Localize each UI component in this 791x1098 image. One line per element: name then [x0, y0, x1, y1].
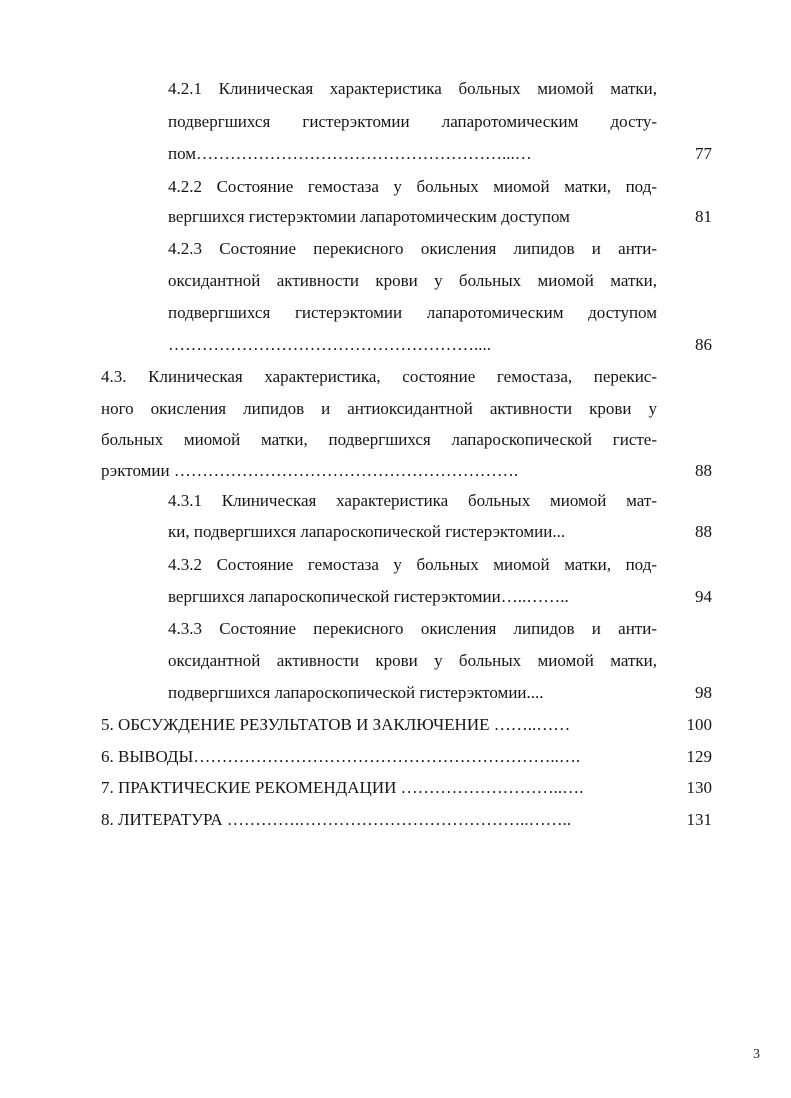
toc-page-number: 98 — [695, 683, 712, 702]
toc-page-number: 88 — [695, 461, 712, 480]
toc-entry-4-3-1-line-1: 4.3.1 Клиническая характеристика больных миомой мат- — [168, 491, 657, 510]
toc-entry-4-3-2-line-1: 4.3.2 Состояние гемостаза у больных миомой матки, под- — [168, 555, 657, 574]
toc-entry-4-3-line-1: 4.3. Клиническая характеристика, состояние гемостаза, перекис- — [101, 367, 657, 386]
toc-page-number: 129 — [686, 747, 712, 766]
toc-page-number: 130 — [686, 778, 712, 797]
toc-page-number: 81 — [695, 207, 712, 226]
toc-entry-4-2-2-line-1: 4.2.2 Состояние гемостаза у больных миомой матки, под- — [168, 177, 657, 196]
toc-entry-4-3-1-line-2: ки, подвергшихся лапароскопической гистерэктомии... — [168, 522, 566, 541]
toc-entry-4-2-3-line-1: 4.2.3 Состояние перекисного окисления липидов и анти- — [168, 239, 657, 258]
toc-entry-4-3-line-4: рэктомии ……………………………………………………. — [101, 461, 519, 480]
toc-entry-4-2-3-line-2: оксидантной активности крови у больных миомой матки, — [168, 271, 657, 290]
toc-entry-8: 8. ЛИТЕРАТУРА ………….…………………………………..…….. — [101, 810, 572, 829]
toc-entry-4-2-3-line-4: ……………………………………………….... — [168, 335, 491, 354]
toc-entry-4-2-3-line-3: подвергшихся гистерэктомии лапаротомическим доступом — [168, 303, 657, 322]
toc-page-number: 86 — [695, 335, 712, 354]
toc-page-number: 88 — [695, 522, 712, 541]
toc-entry-7: 7. ПРАКТИЧЕСКИЕ РЕКОМЕНДАЦИИ ………………………..…. — [101, 778, 584, 797]
toc-entry-4-2-1-line-2: подвергшихся гистерэктомии лапаротомическим досту- — [168, 112, 657, 131]
toc-entry-4-3-line-3: больных миомой матки, подвергшихся лапароскопической гисте- — [101, 430, 657, 449]
toc-entry-4-2-2-line-2: вергшихся гистерэктомии лапаротомическим доступом — [168, 207, 570, 226]
page-number: 3 — [753, 1047, 760, 1062]
toc-entry-4-3-3-line-3: подвергшихся лапароскопической гистерэктомии.... — [168, 683, 544, 702]
toc-entry-4-3-3-line-2: оксидантной активности крови у больных миомой матки, — [168, 651, 657, 670]
toc-page-number: 131 — [686, 810, 712, 829]
toc-entry-4-2-1-line-3: пом………………………………………………...… — [168, 144, 532, 163]
toc-page-number: 77 — [695, 144, 712, 163]
toc-entry-6: 6. ВЫВОДЫ………………………………………………………..…. — [101, 747, 581, 766]
toc-entry-4-2-1-line-1: 4.2.1 Клиническая характеристика больных миомой матки, — [168, 79, 657, 98]
toc-entry-4-3-3-line-1: 4.3.3 Состояние перекисного окисления липидов и анти- — [168, 619, 657, 638]
toc-page-number: 100 — [686, 715, 712, 734]
toc-entry-4-3-line-2: ного окисления липидов и антиоксидантной активности крови у — [101, 399, 657, 418]
toc-entry-5: 5. ОБСУЖДЕНИЕ РЕЗУЛЬТАТОВ И ЗАКЛЮЧЕНИЕ ……..…… — [101, 715, 571, 734]
toc-page-number: 94 — [695, 587, 712, 606]
toc-entry-4-3-2-line-2: вергшихся лапароскопической гистерэктомии…..…….. — [168, 587, 569, 606]
